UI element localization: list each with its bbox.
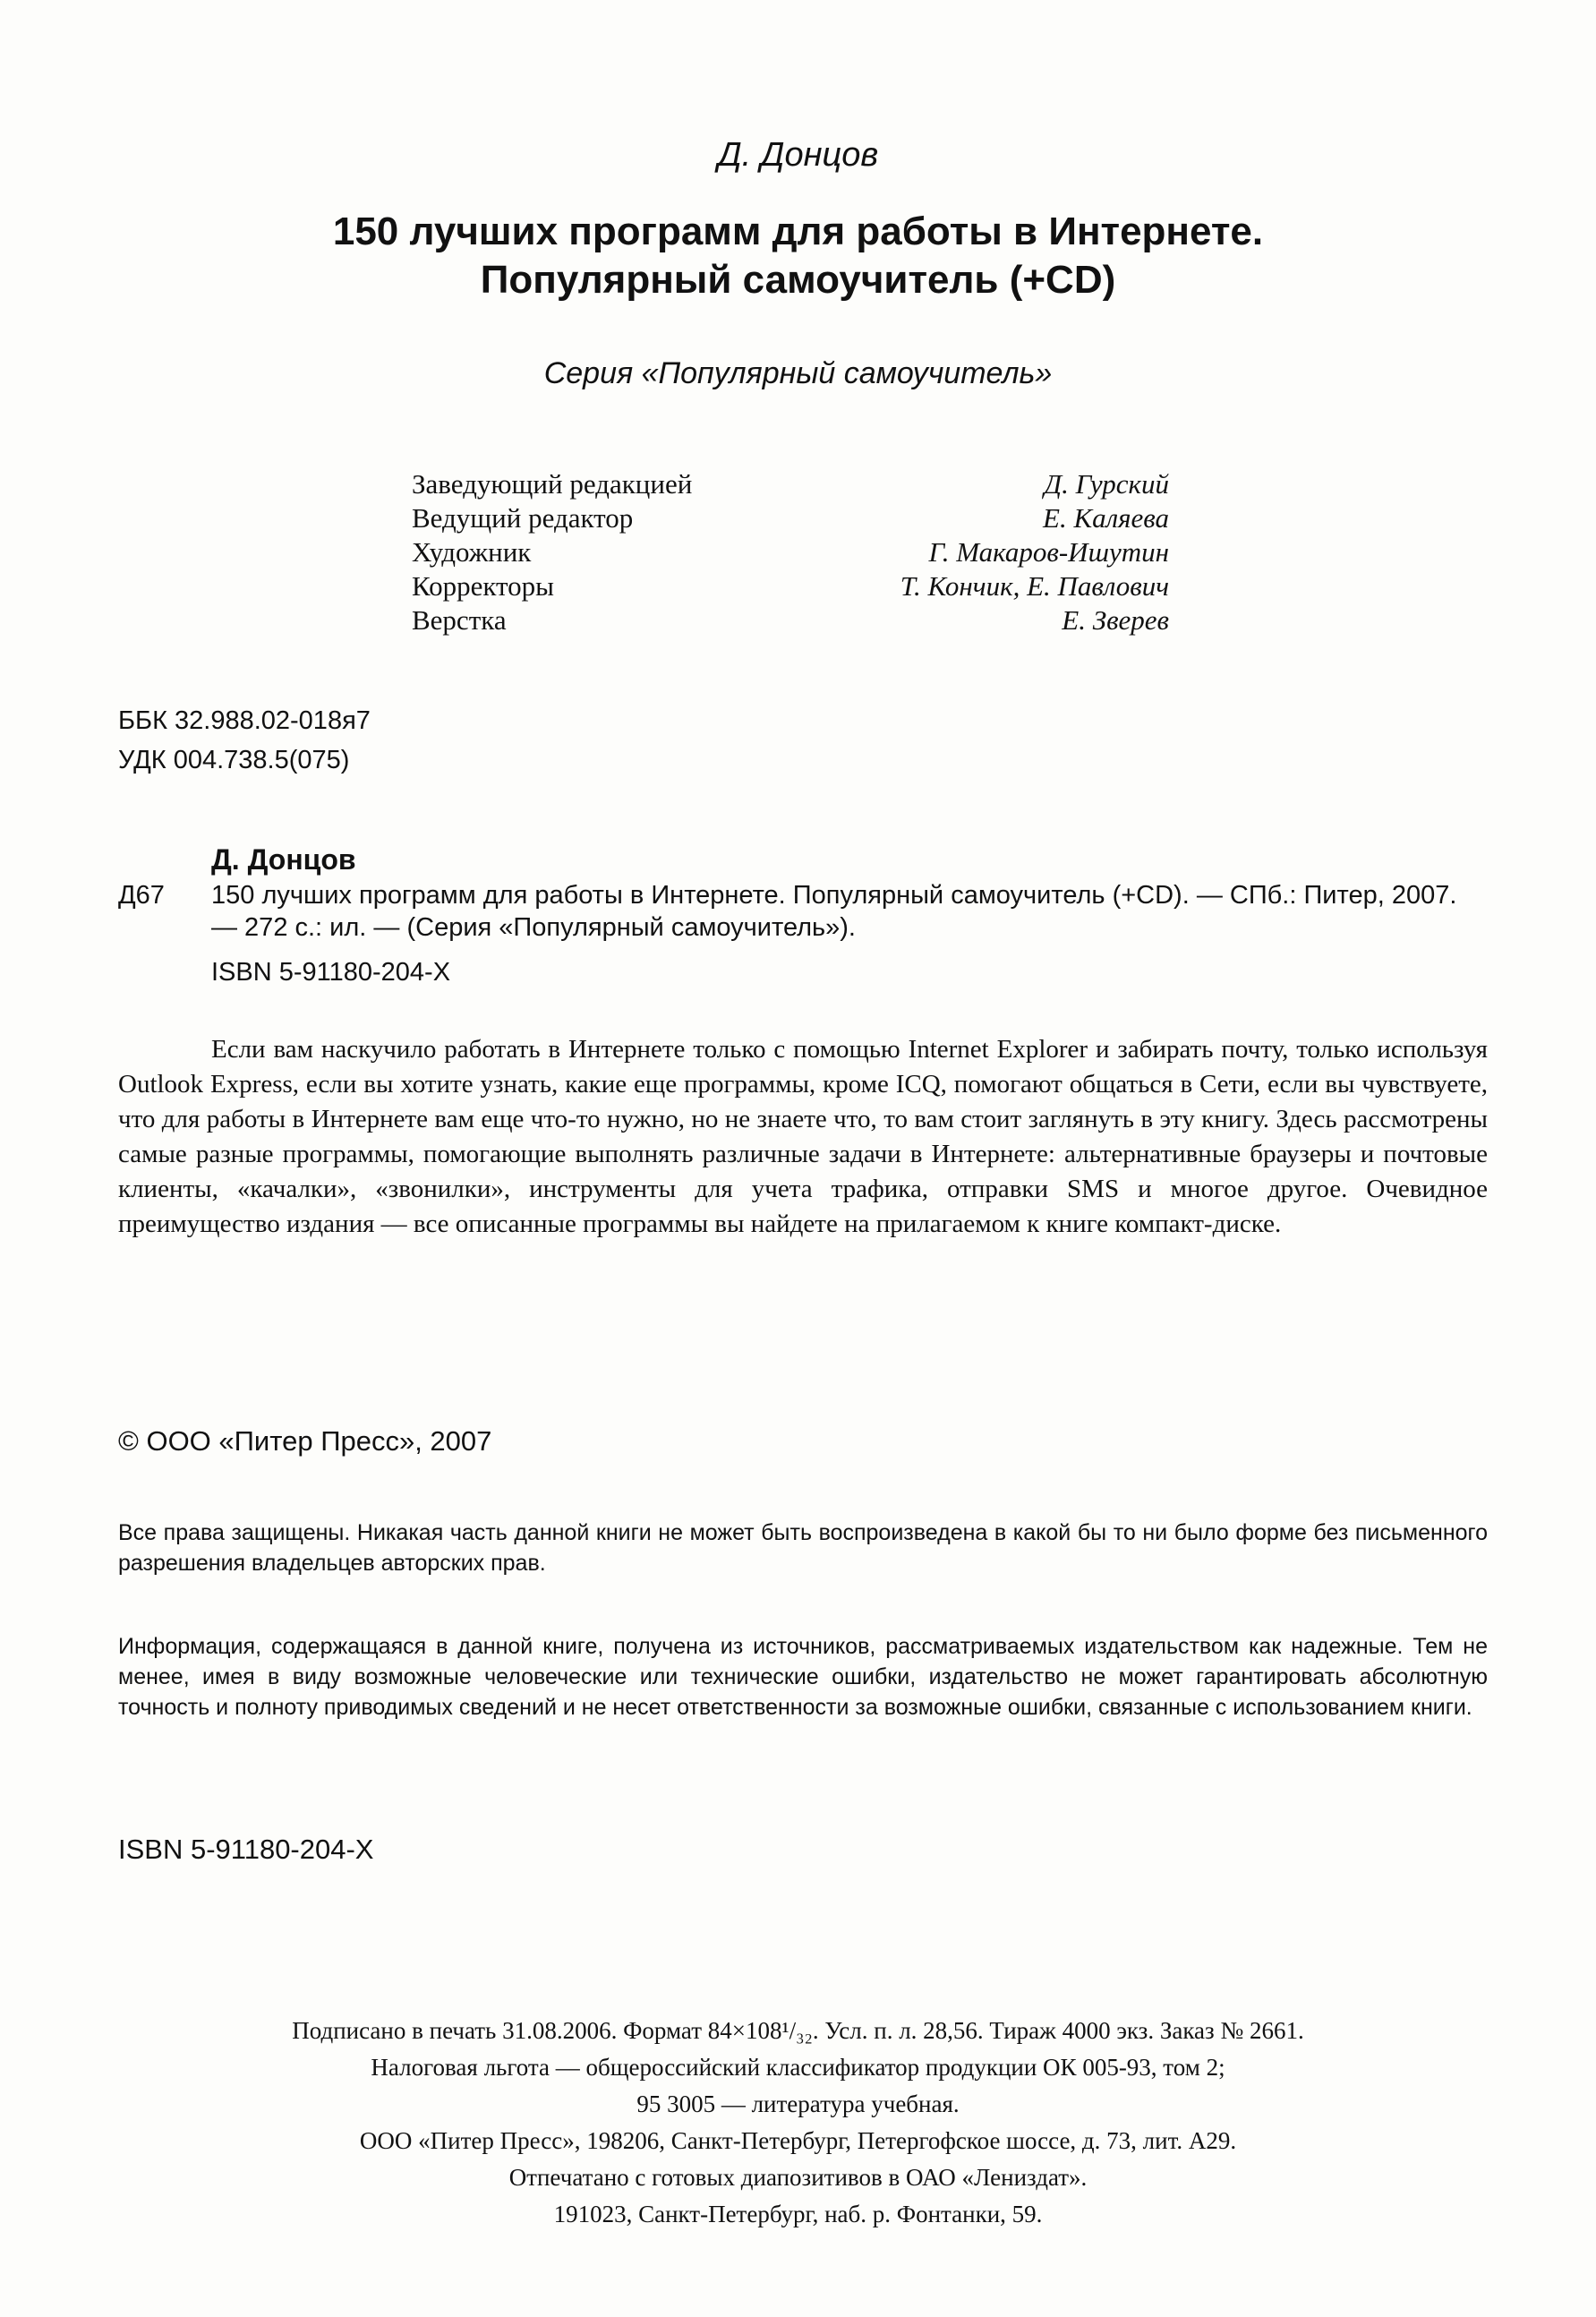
bibliographic-record <box>118 840 1488 988</box>
imprint-line: ООО «Питер Пресс», 198206, Санкт-Петербург, Петергофское шоссе, д. 73, лит. А29. <box>359 2127 1237 2154</box>
imprint-line: 95 3005 — литература учебная. <box>636 2090 960 2117</box>
classification-codes <box>118 701 371 780</box>
staff-row <box>412 569 1169 603</box>
staff-role: Заведующий редакцией <box>412 468 693 500</box>
book-title <box>0 208 1596 304</box>
biblio-row <box>118 879 1488 944</box>
editorial-staff-list <box>412 467 1169 637</box>
staff-role: Корректоры <box>412 570 555 602</box>
disclaimer-notice: Информация, содержащаяся в данной книге, получена из источников, рассматриваемых издательством как надежные. Тем не менее, имея в виду возможные человеческие или технические ошибки, издательство не может гарантировать абсолютную точность и полноту приводимых сведений и не несет ответственности за возможные ошибки, связанные с использованием книги. <box>118 1634 1488 1720</box>
staff-name: Д. Гурский <box>1044 468 1169 500</box>
staff-row <box>412 535 1169 569</box>
staff-row <box>412 501 1169 535</box>
series-name: Серия «Популярный самоучитель» <box>543 356 1053 390</box>
biblio-text: 150 лучших программ для работы в Интернете. Популярный самоучитель (+CD). — СПб.: Питер, 2007. — 272 с.: ил. — (Серия «Популярный самоучитель»). <box>211 881 1457 942</box>
staff-name: Г. Макаров-Ишутин <box>928 536 1169 568</box>
copyright-line: © ООО «Питер Пресс», 2007 <box>118 1425 492 1457</box>
udk-code: УДК 004.738.5(075) <box>118 746 350 774</box>
staff-name: Е. Зверев <box>1062 604 1169 636</box>
imprint-line: Подписано в печать 31.08.2006. Формат 84×108¹/₃₂. Усл. п. л. 28,56. Тираж 4000 экз. Заказ № 2661. <box>292 2017 1304 2044</box>
title-line-1: 150 лучших программ для работы в Интернете. <box>332 209 1264 253</box>
staff-name: Т. Кончик, Е. Павлович <box>900 570 1169 602</box>
staff-name: Е. Каляева <box>1043 502 1169 534</box>
biblio-author: Д. Донцов <box>211 843 356 876</box>
rights-notice: Все права защищены. Никакая часть данной книги не может быть воспроизведена в какой бы то ни было форме без письменного разрешения владельцев авторских прав. <box>118 1520 1488 1576</box>
print-imprint <box>0 2013 1596 2233</box>
author-name: Д. Донцов <box>717 136 879 174</box>
staff-row <box>412 603 1169 637</box>
annotation-paragraph: Если вам наскучило работать в Интернете только с помощью Internet Explorer и забирать почту, только используя Outlook Express, если вы хотите узнать, какие еще программы, кроме ICQ, помогают общаться в Сети, если вы чувствуете, что для работы в Интернете вам еще что-то нужно, но не знаете что, то вам стоит заглянуть в эту книгу. Здесь рассмотрены самые разные программы, помогающие выполнять различные задачи в Интернете: альтернативные браузеры и почтовые клиенты, «качалки», «звонилки», инструменты для учета трафика, отправки SMS и многое другое. Очевидное преимущество издания — все описанные программы вы найдете на прилагаемом к книге компакт-диске. <box>118 1035 1488 1238</box>
staff-role: Художник <box>412 536 532 568</box>
staff-role: Ведущий редактор <box>412 502 634 534</box>
title-line-2: Популярный самоучитель (+CD) <box>480 258 1116 302</box>
isbn-bottom: ISBN 5-91180-204-X <box>118 1834 374 1865</box>
staff-role: Верстка <box>412 604 507 636</box>
imprint-line: Налоговая льгота — общероссийский классификатор продукции ОК 005-93, том 2; <box>371 2054 1225 2081</box>
imprint-line: 191023, Санкт-Петербург, наб. р. Фонтанки, 59. <box>553 2201 1043 2227</box>
biblio-code: Д67 <box>118 881 165 910</box>
staff-row <box>412 467 1169 501</box>
bbk-code: ББК 32.988.02-018я7 <box>118 706 371 735</box>
biblio-isbn: ISBN 5-91180-204-X <box>211 958 451 987</box>
imprint-line: Отпечатано с готовых диапозитивов в ОАО «Лениздат». <box>508 2164 1088 2191</box>
